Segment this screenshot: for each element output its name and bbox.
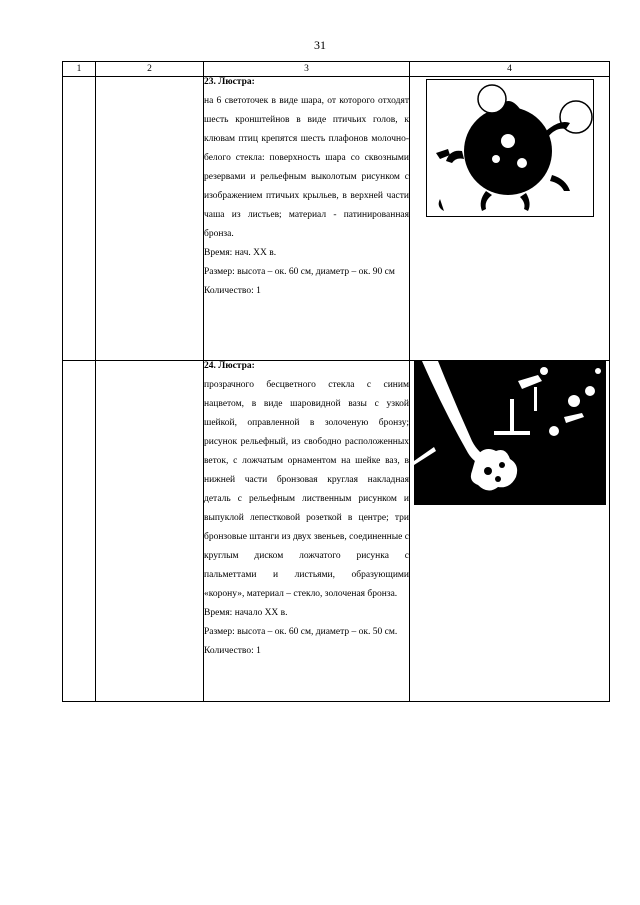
- item-size-quantity: Размер: высота – ок. 60 см, диаметр – ок. 50 см. Количество: 1: [204, 627, 398, 656]
- item-time: Время: начало XX в.: [204, 608, 288, 618]
- description-cell: [204, 361, 410, 702]
- column-header-2: 2: [96, 62, 204, 77]
- item-description: на 6 светоточек в виде шара, от которого отходят шесть кронштейнов в виде птичьих голов, к клювам птиц крепятся шесть плафонов молочно-белого стекла: поверхность шара со сквозными резервами и рельефным выколотым рисунком с изображением птичьих крыльев, в верхней части чаша из листьев; материал - патинированная бронза.: [204, 96, 409, 239]
- chandelier-photo-glass-vase: [414, 361, 606, 505]
- item-title: 23. Люстра:: [204, 77, 255, 87]
- column-header-3: 3: [204, 62, 410, 77]
- item-size: Размер: высота – ок. 60 см, диаметр – ок. 90 см: [204, 267, 395, 277]
- table-row: [63, 77, 610, 361]
- table-header-row: [63, 62, 610, 77]
- row-number-cell: [63, 361, 96, 702]
- row-name-cell: [96, 361, 204, 702]
- column-header-1: 1: [63, 62, 96, 77]
- inventory-table: [62, 61, 610, 702]
- chandelier-photo-bird-heads: [426, 79, 594, 217]
- item-time: Время: нач. XX в.: [204, 248, 277, 258]
- description-cell: [204, 77, 410, 361]
- page-number: 31: [314, 38, 326, 52]
- row-name-cell: [96, 77, 204, 361]
- column-header-4: 4: [410, 62, 610, 77]
- image-cell: [410, 361, 610, 702]
- row-number-cell: [63, 77, 96, 361]
- image-cell: [410, 77, 610, 361]
- item-description: прозрачного бесцветного стекла с синим нацветом, в виде шаровидной вазы с узкой шейкой, оправленной в золоченую бронзу; рисунок рельефный, из свободно расположенных веток, с ложчатым орнаментом на шейке ваз, в нижней части бронзовая круглая накладная деталь с рельефным лиственным рисунком и выпуклой лепестковой розеткой в центре; три бронзовые штанги из двух звеньев, соединенные с круглым диском ложчатого рисунка с пальметтами и листьями, образующими «корону», материал – стекло, золоченая бронза.: [204, 380, 409, 599]
- table-row: [63, 361, 610, 702]
- item-title: 24. Люстра:: [204, 361, 255, 371]
- item-quantity: Количество: 1: [204, 286, 261, 296]
